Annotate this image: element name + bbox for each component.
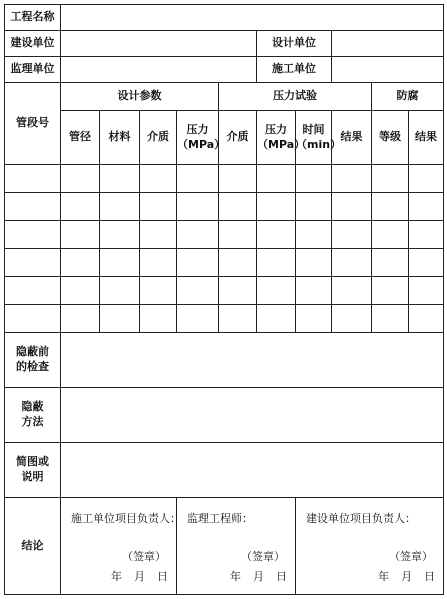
sketch-row: [5, 443, 444, 498]
table-cell[interactable]: [100, 193, 140, 221]
sketch-line2: 说明: [21, 470, 44, 483]
table-cell[interactable]: [257, 305, 296, 333]
col-anti-result: 结果: [409, 111, 444, 165]
signature-seal: （签章）: [389, 550, 434, 563]
table-cell[interactable]: [219, 249, 257, 277]
supervision-unit-label: 监理单位: [5, 57, 61, 83]
table-cell[interactable]: [100, 221, 140, 249]
conclusion-label: 结论: [5, 498, 61, 595]
anticorrosion-header: 防腐: [372, 83, 444, 111]
date-day: 日: [276, 570, 287, 583]
table-cell[interactable]: [332, 165, 372, 193]
column-header-row: [5, 111, 444, 165]
col-pressure-label: 压力: [186, 122, 209, 136]
table-cell[interactable]: [332, 305, 372, 333]
signature-owner[interactable]: [296, 498, 444, 595]
table-cell[interactable]: [100, 165, 140, 193]
table-cell[interactable]: [177, 193, 219, 221]
project-name-field[interactable]: [61, 5, 444, 31]
pipe-section-no-header: 管段号: [5, 83, 61, 165]
table-cell[interactable]: [372, 249, 409, 277]
conceal-method-field[interactable]: [61, 388, 444, 443]
signature-date: [378, 570, 435, 585]
conceal-method-label: [5, 388, 61, 443]
date-month: 月: [253, 570, 264, 583]
table-cell[interactable]: [409, 249, 444, 277]
table-cell[interactable]: [409, 221, 444, 249]
signature-date: [111, 570, 168, 585]
col-test-medium: 介质: [219, 111, 257, 165]
sketch-field[interactable]: [61, 443, 444, 498]
pre-conceal-check-line1: 隐蔽前: [16, 345, 49, 359]
group-header-row: [5, 83, 444, 111]
col-medium: 介质: [140, 111, 177, 165]
date-month: 月: [401, 570, 413, 583]
table-cell[interactable]: [332, 221, 372, 249]
table-row: [5, 249, 444, 277]
table-cell[interactable]: [177, 165, 219, 193]
table-row: [5, 277, 444, 305]
col-test-result: 结果: [332, 111, 372, 165]
pressure-test-header: 压力试验: [219, 83, 372, 111]
table-cell[interactable]: [140, 249, 177, 277]
date-year: 年: [378, 570, 390, 583]
table-cell[interactable]: [257, 165, 296, 193]
table-cell[interactable]: [332, 277, 372, 305]
table-cell[interactable]: [372, 193, 409, 221]
table-cell[interactable]: [409, 193, 444, 221]
table-cell[interactable]: [140, 277, 177, 305]
project-name-label: 工程名称: [5, 5, 61, 31]
conceal-method-line1: 隐蔽: [21, 400, 44, 414]
table-cell[interactable]: [372, 277, 409, 305]
sketch-label: [5, 443, 61, 498]
supervision-unit-field[interactable]: [61, 57, 257, 83]
table-cell[interactable]: [140, 305, 177, 333]
date-month: 月: [134, 570, 145, 583]
signature-date: [230, 570, 287, 585]
table-cell[interactable]: [372, 305, 409, 333]
table-row: [5, 305, 444, 333]
signature-seal: （签章）: [122, 550, 166, 563]
date-year: 年: [230, 570, 241, 583]
col-pressure-unit: （MPa）: [177, 137, 226, 151]
signature-seal: （签章）: [241, 550, 285, 563]
pre-conceal-check-row: [5, 333, 444, 388]
design-unit-label: 设计单位: [257, 31, 332, 57]
table-cell[interactable]: [5, 165, 61, 193]
table-cell[interactable]: [296, 277, 332, 305]
date-day: 日: [157, 570, 168, 583]
table-cell[interactable]: [296, 193, 332, 221]
table-cell[interactable]: [5, 277, 61, 305]
table-cell[interactable]: [296, 165, 332, 193]
table-row: [5, 165, 444, 193]
table-cell[interactable]: [219, 221, 257, 249]
date-year: 年: [111, 570, 122, 583]
table-cell[interactable]: [219, 193, 257, 221]
conclusion-row: [5, 498, 444, 595]
signature-role: 监理工程师：: [187, 512, 253, 525]
col-test-pressure-label: 压力: [265, 122, 287, 136]
table-cell[interactable]: [100, 249, 140, 277]
table-cell[interactable]: [177, 277, 219, 305]
construction-design-row: [5, 31, 444, 57]
signature-contractor[interactable]: [61, 498, 181, 595]
contractor-unit-label: 施工单位: [257, 57, 332, 83]
table-cell[interactable]: [296, 249, 332, 277]
table-cell[interactable]: [140, 221, 177, 249]
table-cell[interactable]: [372, 165, 409, 193]
table-cell[interactable]: [296, 305, 332, 333]
table-cell[interactable]: [219, 277, 257, 305]
signature-supervisor[interactable]: [177, 498, 296, 595]
design-params-header: 设计参数: [61, 83, 219, 111]
table-cell[interactable]: [140, 165, 177, 193]
conceal-method-line2: 方法: [21, 415, 44, 428]
table-cell[interactable]: [257, 277, 296, 305]
table-cell[interactable]: [5, 305, 61, 333]
table-cell[interactable]: [219, 305, 257, 333]
table-cell[interactable]: [5, 249, 61, 277]
table-row: [5, 221, 444, 249]
table-cell[interactable]: [372, 221, 409, 249]
table-cell[interactable]: [140, 193, 177, 221]
table-cell[interactable]: [257, 193, 296, 221]
design-unit-field[interactable]: [332, 31, 444, 57]
table-cell[interactable]: [5, 221, 61, 249]
table-cell[interactable]: [100, 277, 140, 305]
table-cell[interactable]: [61, 305, 100, 333]
table-cell[interactable]: [177, 221, 219, 249]
col-material: 材料: [100, 111, 140, 165]
table-cell[interactable]: [409, 165, 444, 193]
table-cell[interactable]: [61, 165, 100, 193]
table-row: [5, 193, 444, 221]
col-time-unit: （min）: [296, 137, 342, 151]
table-cell[interactable]: [219, 165, 257, 193]
col-test-pressure-unit: （MPa）: [257, 137, 306, 151]
supervision-contractor-row: [5, 57, 444, 83]
pre-conceal-check-line2: 的检查: [16, 360, 49, 373]
table-cell[interactable]: [61, 249, 100, 277]
table-cell[interactable]: [61, 277, 100, 305]
table-cell[interactable]: [61, 193, 100, 221]
table-cell[interactable]: [5, 193, 61, 221]
concealed-works-inspection-form: [4, 4, 444, 595]
sketch-line1: 简图或: [16, 455, 49, 469]
table-cell[interactable]: [257, 249, 296, 277]
construction-unit-label: 建设单位: [5, 31, 61, 57]
table-cell[interactable]: [409, 277, 444, 305]
project-name-row: [5, 5, 444, 31]
table-cell[interactable]: [409, 305, 444, 333]
table-cell[interactable]: [177, 249, 219, 277]
table-cell[interactable]: [257, 221, 296, 249]
pre-conceal-check-field[interactable]: [61, 333, 444, 388]
col-test-pressure: [257, 111, 306, 165]
construction-unit-field[interactable]: [61, 31, 257, 57]
signature-role: 建设单位项目负责人：: [306, 512, 416, 525]
table-cell[interactable]: [332, 193, 372, 221]
col-time: [296, 111, 342, 165]
table-cell[interactable]: [332, 249, 372, 277]
col-diameter: 管径: [61, 111, 100, 165]
signature-role: 施工单位项目负责人：: [71, 512, 181, 525]
col-time-label: 时间: [302, 122, 325, 136]
date-day: 日: [424, 570, 436, 583]
table-cell[interactable]: [100, 305, 140, 333]
pre-conceal-check-label: [5, 333, 61, 388]
col-pressure: [177, 111, 226, 165]
table-cell[interactable]: [177, 305, 219, 333]
conceal-method-row: [5, 388, 444, 443]
table-cell[interactable]: [296, 221, 332, 249]
col-grade: 等级: [372, 111, 409, 165]
contractor-unit-field[interactable]: [332, 57, 444, 83]
table-cell[interactable]: [61, 221, 100, 249]
